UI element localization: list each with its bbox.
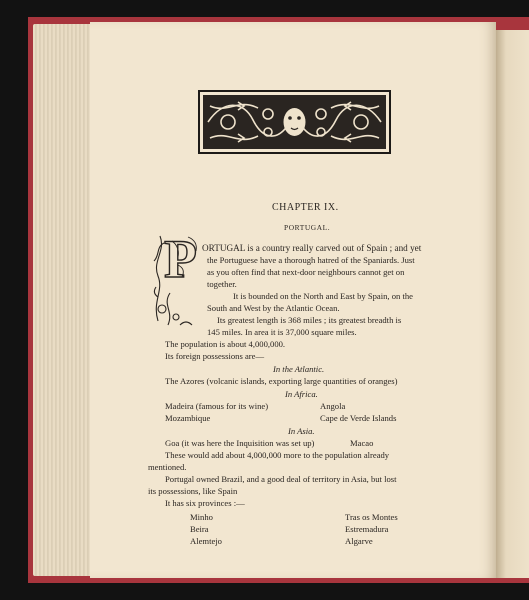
- province-item: Beira: [190, 524, 209, 534]
- section-heading: PORTUGAL.: [284, 223, 331, 232]
- province-item: Minho: [190, 512, 213, 522]
- text-line: Its foreign possessions are—: [165, 351, 265, 361]
- subheading-atlantic: In the Atlantic.: [273, 364, 325, 374]
- headpiece-ornament: [198, 90, 391, 154]
- list-item: Macao: [350, 438, 374, 448]
- province-item: Estremadura: [345, 524, 389, 534]
- province-item: Algarve: [345, 536, 373, 546]
- list-item: Mozambique: [165, 413, 211, 423]
- list-item: Madeira (famous for its wine): [165, 401, 269, 411]
- text-line: ORTUGAL is a country really carved out of Spain ; and yet: [202, 243, 422, 253]
- text-line: The population is about 4,000,000.: [165, 339, 286, 349]
- text-line: It has six provinces :—: [165, 498, 245, 508]
- text-line: together.: [207, 279, 237, 289]
- text-line: South and West by the Atlantic Ocean.: [207, 303, 340, 313]
- list-item: Cape de Verde Islands: [320, 413, 397, 423]
- text-line: Portugal owned Brazil, and a good deal of territory in Asia, but lost: [165, 474, 397, 484]
- province-item: Alemtejo: [190, 536, 222, 546]
- text-line: as you often find that next-door neighbours cannot get on: [207, 267, 405, 277]
- text-line: These would add about 4,000,000 more to the population already: [165, 450, 390, 460]
- text-line: 145 miles. In area it is 37,000 square miles.: [207, 327, 357, 337]
- facing-page: [496, 30, 529, 578]
- text-line: its possessions, like Spain: [148, 486, 238, 496]
- text-line: Its greatest length is 368 miles ; its greatest breadth is: [217, 315, 402, 325]
- list-item: Goa (it was here the Inquisition was set up): [165, 438, 315, 448]
- chapter-heading: CHAPTER IX.: [272, 202, 339, 213]
- text-line: The Azores (volcanic islands, exporting large quantities of oranges): [165, 376, 398, 386]
- page-edges: [33, 24, 95, 576]
- subheading-africa: In Africa.: [285, 389, 318, 399]
- text-line: It is bounded on the North and East by Spain, on the: [233, 291, 413, 301]
- drop-cap-p: [150, 221, 210, 331]
- text-line: the Portuguese have a thorough hatred of the Spaniards. Just: [207, 255, 415, 265]
- list-item: Angola: [320, 401, 346, 411]
- text-line: mentioned.: [148, 462, 187, 472]
- drop-cap-letter: P: [164, 229, 197, 289]
- province-item: Tras os Montes: [345, 512, 398, 522]
- subheading-asia: In Asia.: [288, 426, 315, 436]
